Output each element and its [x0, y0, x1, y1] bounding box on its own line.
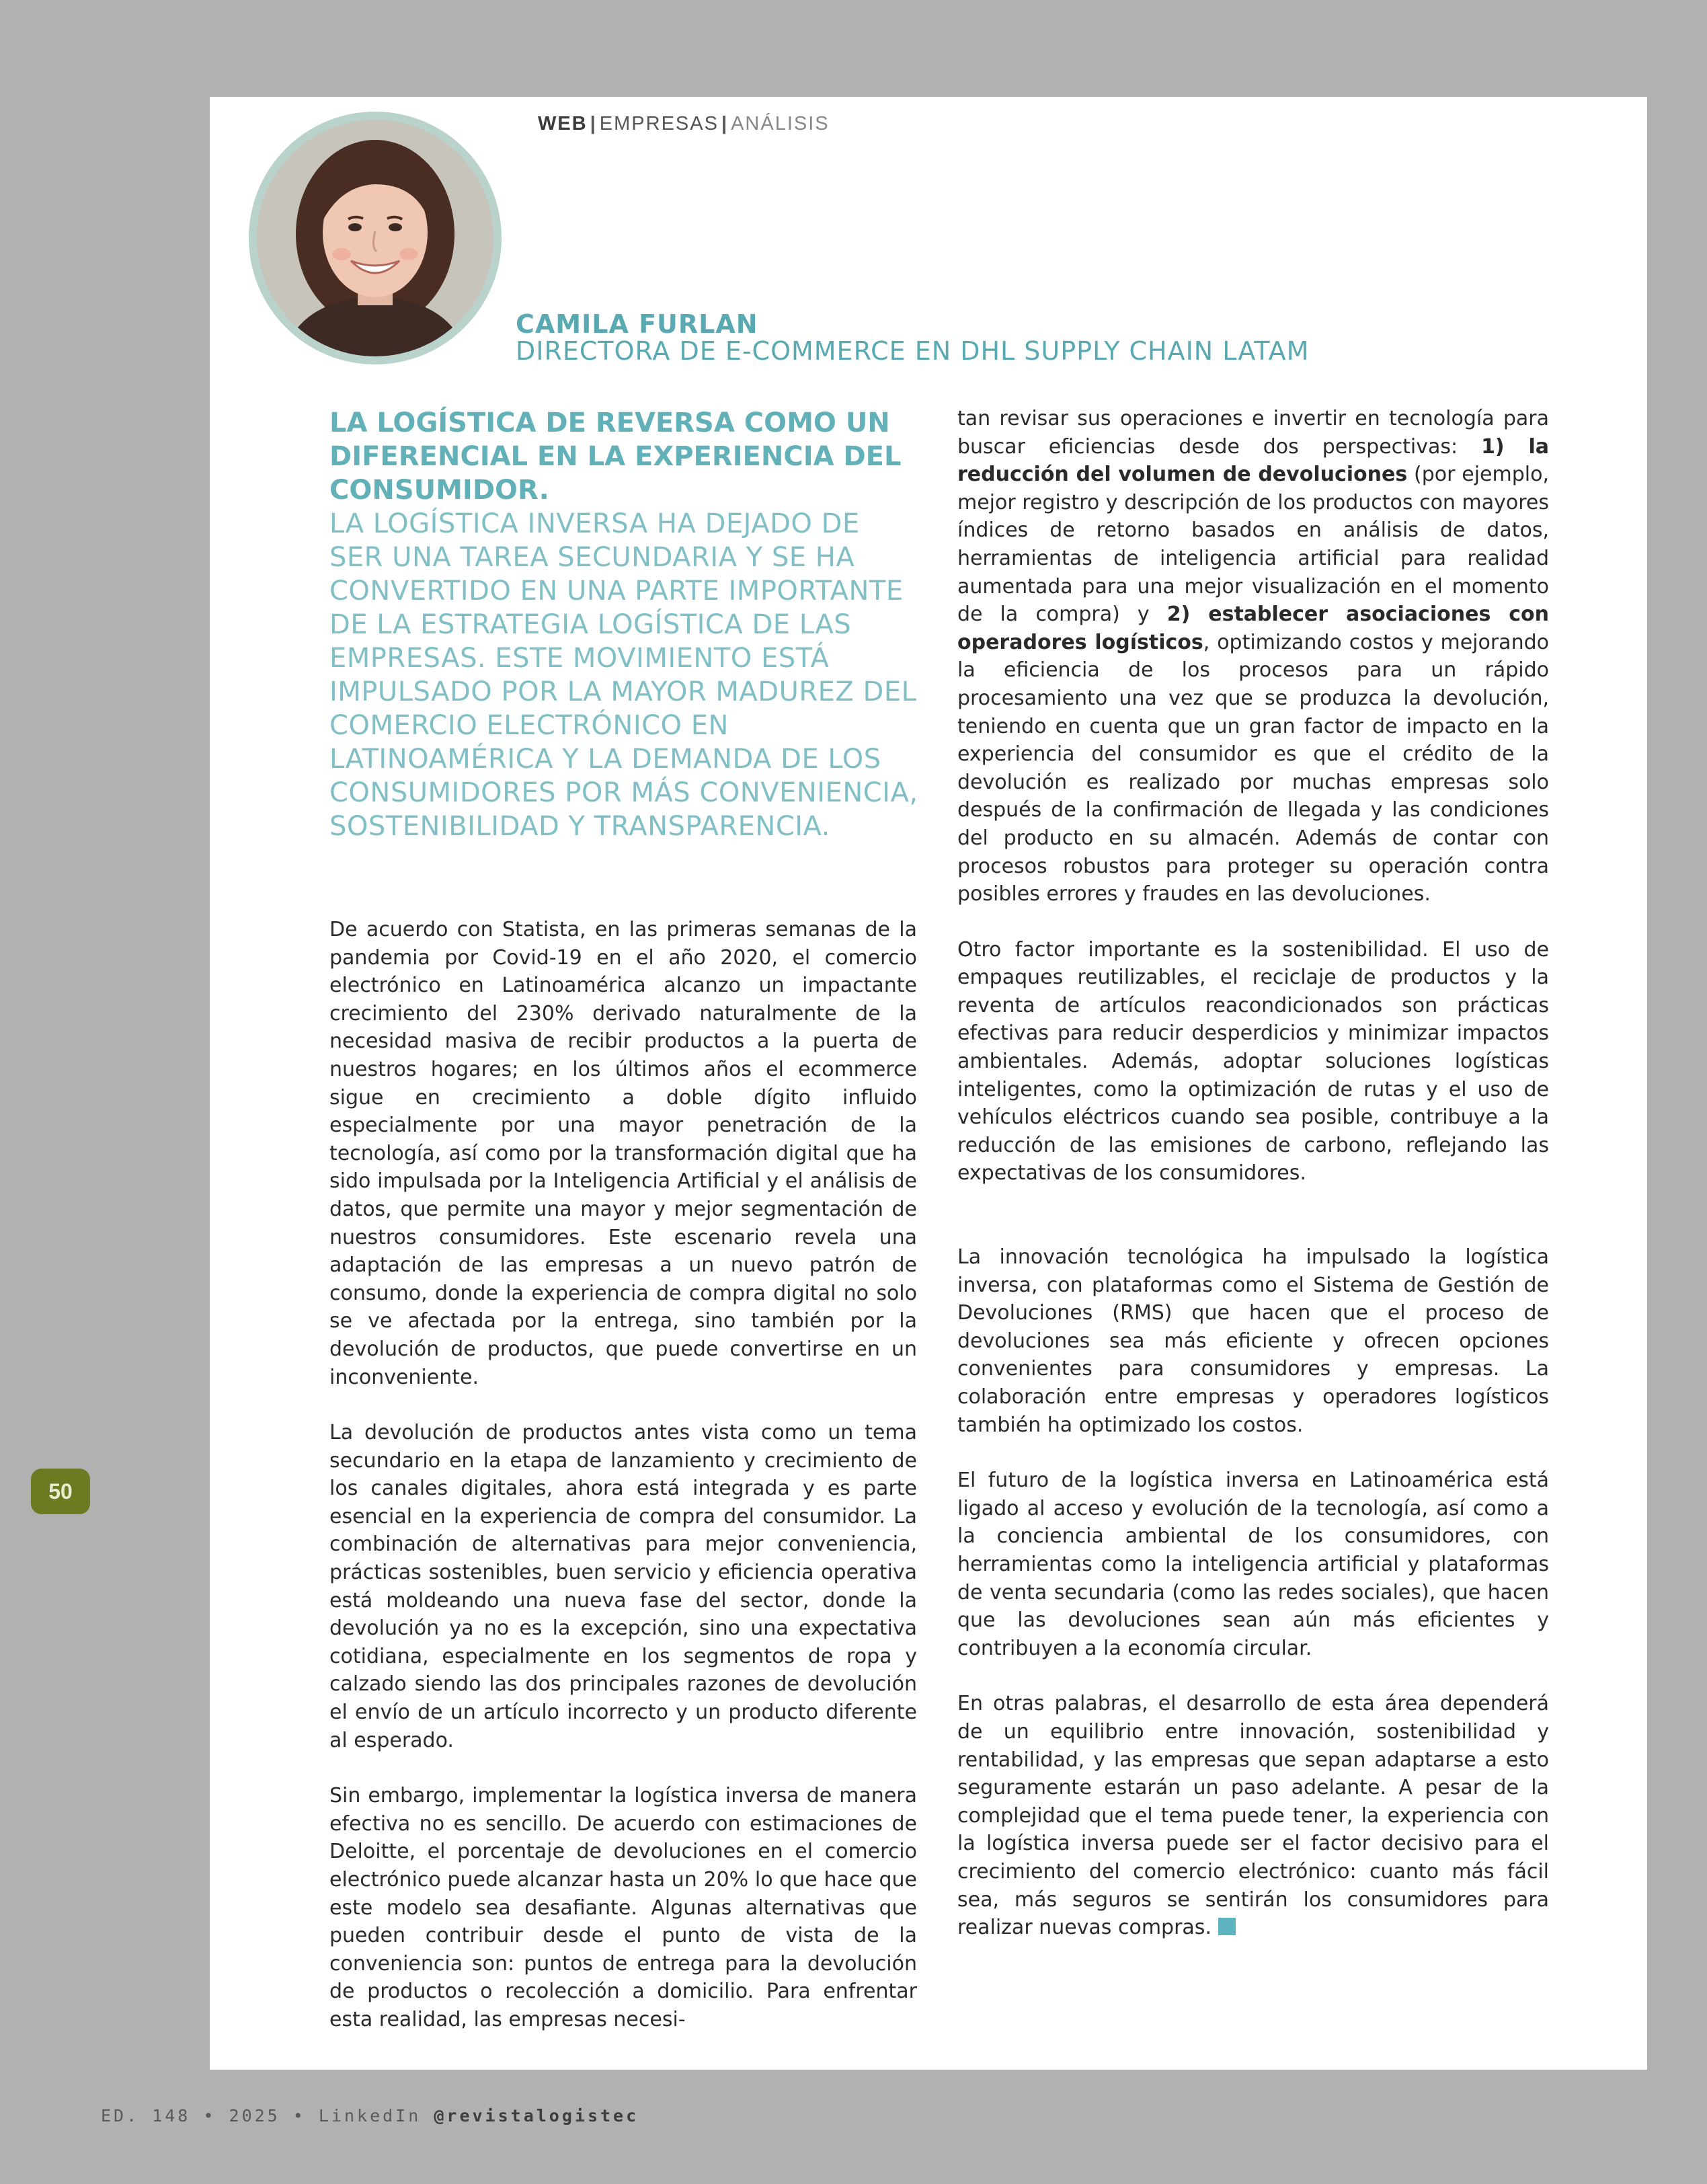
- text-run: En otras palabras, el desarrollo de esta área dependerá de un equilibrio entre innovación, sostenibilidad y rentabilidad, y las empresas que sepan adaptarse a esto seguramente estarán un paso adelante. A pesar de la complejidad que el tema puede tener, la experiencia con la logística inversa puede ser el factor decisivo para el crecimiento del comercio electrónico: cuanto más fácil sea, más seguros se sentirán los consumidores para realizar nuevas compras.: [957, 1692, 1549, 1940]
- portrait-photo: [257, 120, 493, 356]
- end-mark-icon: [1218, 1918, 1236, 1935]
- page-number-badge: 50: [31, 1469, 90, 1514]
- body-paragraph: [957, 405, 1549, 908]
- footer-edition: ED. 148 • 2025 • LinkedIn: [101, 2106, 434, 2126]
- body-paragraph: La innovación tecnológica ha impulsado la logística inversa, con plataformas como el Sistema de Gestión de Devoluciones (RMS) que hacen que el proceso de devoluciones sea más eficiente y ofrecen opciones convenientes para consumidores y empresas. La colaboración entre empresas y operadores logísticos también ha optimizado los costos.: [957, 1245, 1549, 1437]
- section-web: WEB: [538, 113, 588, 134]
- body-paragraph: La devolución de productos antes vista como un tema secundario en la etapa de lanzamiento y crecimiento de los canales digitales, ahora está integrada y es parte esencial en la experiencia de compra del consumidor. La combinación de alternativas para mejor conveniencia, prácticas sostenibles, buen servicio y eficiencia operativa está moldeando una nueva fase del sector, donde la devolución ya no es la excepción, sino una expectativa cotidiana, especialmente en los segmentos de ropa y calzado siendo las dos principales razones de devolución el envío de un artículo incorrecto y un producto diferente al esperado.: [329, 1421, 917, 1752]
- body-paragraph: El futuro de la logística inversa en Latinoamérica está ligado al acceso y evolución de la tecnología, así como a la conciencia ambiental de los consumidores, con herramientas como la inteligencia artificial y plataformas de venta secundaria (como las redes sociales), que hacen que las devoluciones sean aún más eficientes y contribuyen a la economía circular.: [957, 1469, 1549, 1660]
- headline-lead: LA LOGÍSTICA DE REVERSA COMO UN DIFERENCIAL EN LA EXPERIENCIA DEL CONSUMIDOR.: [329, 407, 902, 506]
- body-paragraph: [957, 1690, 1549, 1941]
- section-empresas: EMPRESAS: [599, 113, 719, 134]
- body-paragraph: De acuerdo con Statista, en las primeras semanas de la pandemia por Covid-19 en el año 2020, el comercio electrónico en Latinoamérica alcanzo un impactante crecimiento del 230% derivado naturalmente de la necesidad masiva de recibir productos a la puerta de nuestros hogares; en los últimos años el ecommerce sigue en crecimiento a doble dígito influido especialmente por una mayor penetración de la tecnología, así como por la transformación digital que ha sido impulsada por la Inteligencia Artificial y el análisis de datos, que permite una mayor y mejor segmentación de nuestros consumidores. Este escenario revela una adaptación de las empresas a un nuevo patrón de consumo, donde la experiencia de compra digital no solo se ve afectada por la entrega, sino también por la devolución de productos, que puede convertirse en un inconveniente.: [329, 918, 917, 1389]
- author-name: CAMILA FURLAN: [516, 309, 758, 339]
- body-paragraph: Sin embargo, implementar la logística inversa de manera efectiva no es sencillo. De acuerdo con estimaciones de Deloitte, el porcentaje de devoluciones en el comercio electrónico puede alcanzar hasta un 20% lo que hace que este modelo sea desafiante. Algunas alternativas que pueden contribuir desde el punto de vista de la conveniencia son: puntos de entrega para la devolución de productos o recolección a domicilio. Para enfrentar esta realidad, las empresas necesi-: [329, 1784, 917, 2031]
- footer-handle[interactable]: @revistalogistec: [434, 2106, 639, 2126]
- author-portrait: [249, 112, 502, 364]
- section-separator: |: [590, 113, 597, 134]
- text-run: , optimizando costos y mejorando la eficiencia de los procesos para un rápido procesamiento una vez que se produzca la devolución, teniendo en cuenta que un gran factor de impacto en la experiencia del consumidor es que el crédito de la devolución es realizado por muchas empresas solo después de la confirmación de llegada y las condiciones del producto en su almacén. Además de contar con procesos robustos para proteger su operación contra posibles errores y fraudes en las devoluciones.: [957, 630, 1549, 906]
- headline-deck: LA LOGÍSTICA INVERSA HA DEJADO DE SER UNA TAREA SECUNDARIA Y SE HA CONVERTIDO EN UNA PARTE IMPORTANTE DE LA ESTRATEGIA LOGÍSTICA DE LAS EMPRESAS. ESTE MOVIMIENTO ESTÁ IMPULSADO POR LA MAYOR MADUREZ DEL COMERCIO ELECTRÓNICO EN LATINOAMÉRICA Y LA DEMANDA DE LOS CONSUMIDORES POR MÁS CONVENIENCIA, SOSTENIBILIDAD Y TRANSPARENCIA.: [329, 508, 918, 842]
- author-role: DIRECTORA DE E-COMMERCE EN DHL SUPPLY CHAIN LATAM: [516, 336, 1310, 366]
- section-analisis: ANÁLISIS: [731, 113, 830, 134]
- section-tag: [538, 113, 830, 135]
- left-column: [329, 916, 917, 2062]
- bold-text-run: 1) la reducción del volumen de devoluciones: [957, 434, 1549, 487]
- section-separator: |: [721, 113, 729, 134]
- woman-portrait-icon: [257, 120, 493, 356]
- right-column: [957, 405, 1549, 1970]
- article-headline: [329, 406, 921, 843]
- body-paragraph: Otro factor importante es la sostenibilidad. El uso de empaques reutilizables, el reciclaje de productos y la reventa de artículos reacondicionados son prácticas efectivas para reducir desperdicios y minimizar impactos ambientales. Además, adoptar soluciones logísticas inteligentes, como la optimización de rutas y el uso de vehículos eléctricos cuando sea posible, contribuye a la reducción de las emisiones de carbono, reflejando las expectativas de los consumidores.: [957, 937, 1549, 1185]
- text-run: (por ejemplo, mejor registro y descripción de los productos con mayores índices de retorno basados en análisis de datos, herramientas de inteligencia artificial para realidad aumentada para una mejor visualización en el momento de la compra) y: [957, 463, 1549, 627]
- footer: [101, 2106, 639, 2126]
- bold-text-run: 2) establecer asociaciones con operadores logísticos: [957, 602, 1550, 654]
- text-run: tan revisar sus operaciones e invertir en tecnología para buscar eficiencias desde dos perspectivas:: [957, 407, 1549, 459]
